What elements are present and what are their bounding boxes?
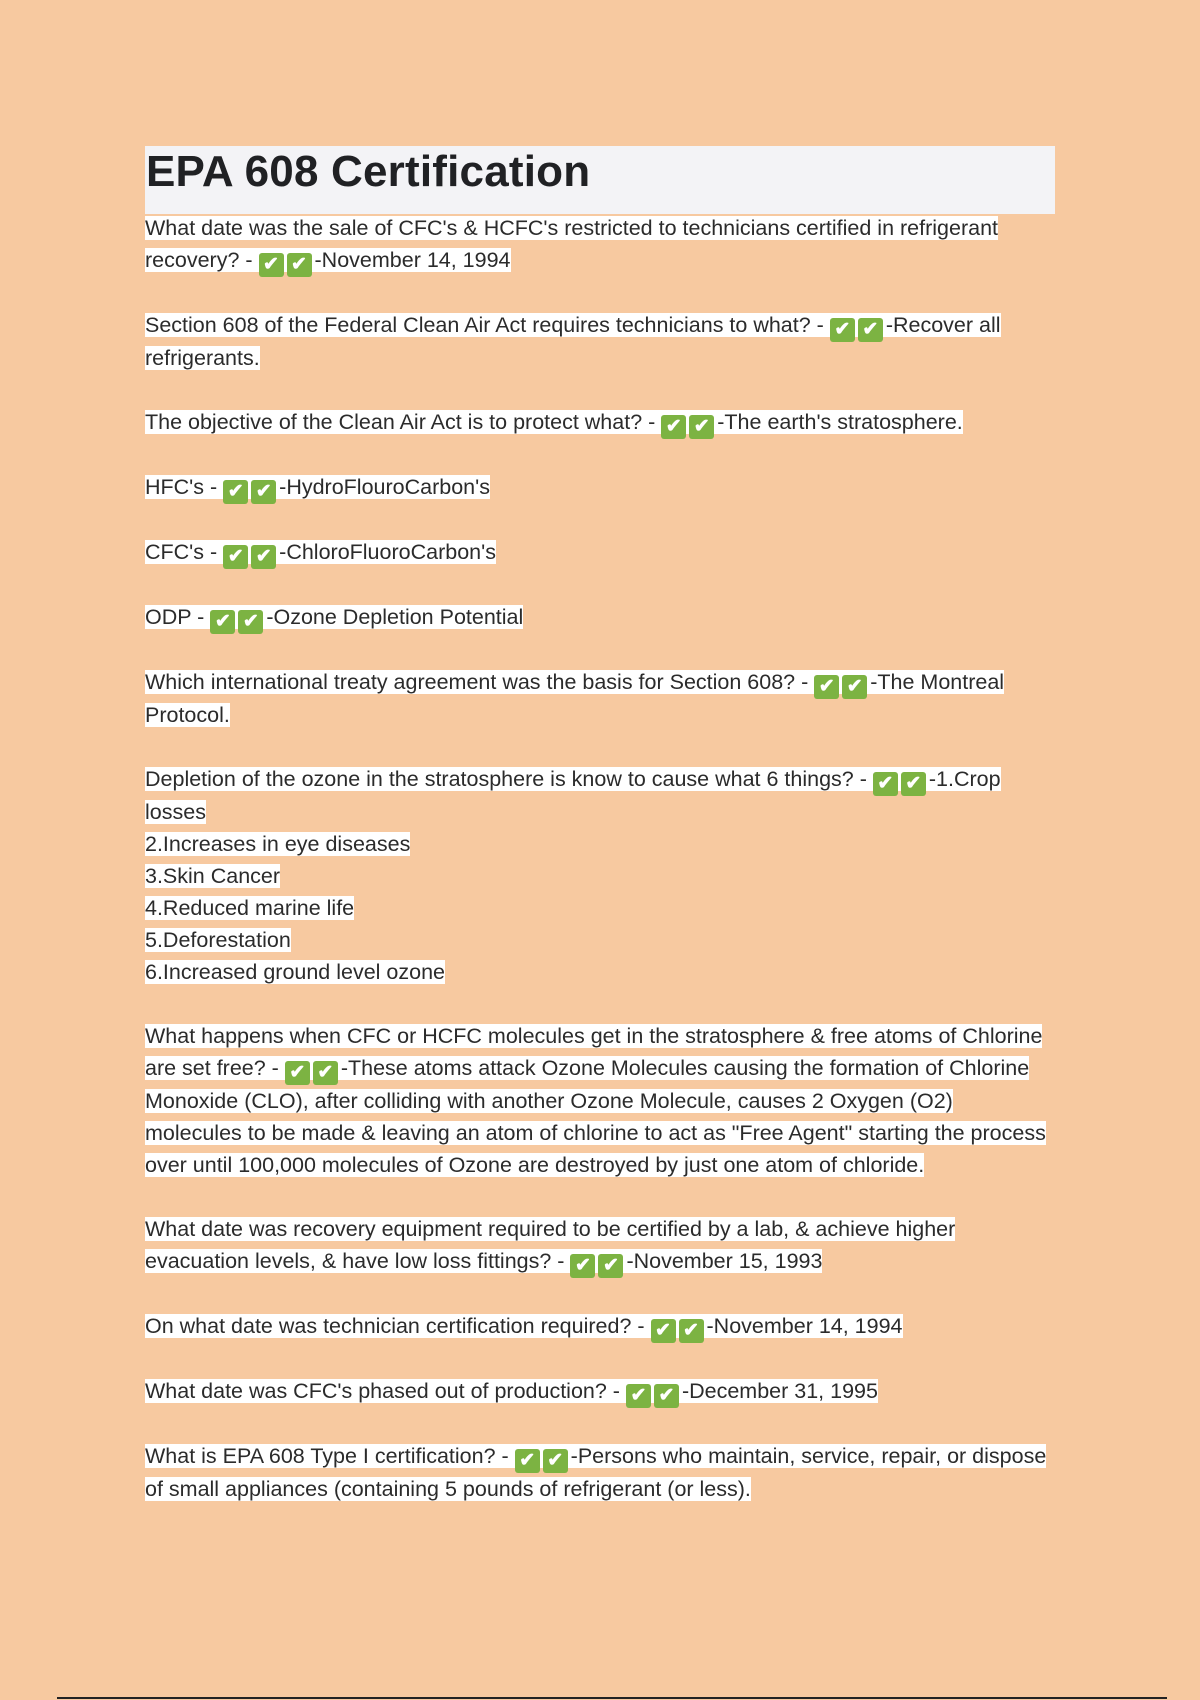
question-text: CFC's - [145,540,224,564]
answer-text: -Recover all refrigerants. [145,313,1001,370]
answer-text: -The earth's stratosphere. [717,410,963,434]
check-icon: ✔ [223,545,248,569]
question-text: Which international treaty agreement was the basis for Section 608? - [145,670,815,694]
check-icon: ✔ [598,1254,623,1278]
answer-text: -Persons who maintain, service, repair, or dispose of small appliances (containing 5 pounds of refrigerant (or less). [145,1444,1047,1501]
qa-item [145,309,1055,374]
answer-text: -These atoms attack Ozone Molecules causing the formation of Chlorine Monoxide (CLO), after colliding with another Ozone Molecule, causes 2 Oxygen (O2) molecules to be made & leaving an atom of chlorine to act as "Free Agent" starting the process over until 100,000 molecules of Ozone are destroyed by just one atom of chloride. [145,1056,1046,1177]
question-text: What happens when CFC or HCFC molecules get in the stratosphere & free atoms of Chlorine are set free? - [145,1024,1043,1080]
check-icon: ✔ [689,415,714,439]
check-icon: ✔ [830,318,855,342]
check-icon: ✔ [259,253,284,277]
check-icon: ✔ [873,772,898,796]
check-icon: ✔ [287,253,312,277]
check-icon: ✔ [210,610,235,634]
check-icon: ✔ [901,772,926,796]
qa-list [145,212,1055,1537]
list-item: 4.Reduced marine life [145,896,355,920]
qa-item [145,1213,1055,1278]
check-icon: ✔ [679,1319,704,1343]
qa-item [145,536,1055,569]
qa-item [145,763,1055,988]
check-icon: ✔ [313,1061,338,1085]
qa-item [145,471,1055,504]
page-bottom-rule [57,1697,1167,1699]
check-icon: ✔ [238,610,263,634]
page-title: EPA 608 Certification [146,147,591,196]
check-icon: ✔ [842,675,867,699]
check-icon: ✔ [626,1384,651,1408]
question-text: The objective of the Clean Air Act is to protect what? - [145,410,662,434]
question-text: What date was recovery equipment required to be certified by a lab, & achieve higher evacuation levels, & have low loss fittings? - [145,1217,956,1273]
list-item: 2.Increases in eye diseases [145,832,411,856]
qa-item [145,1375,1055,1408]
answer-text: -Ozone Depletion Potential [266,605,524,629]
answer-text: -1.Crop losses [145,767,1001,824]
answer-text: -The Montreal Protocol. [145,670,1005,727]
qa-item [145,1440,1055,1505]
check-icon: ✔ [651,1319,676,1343]
check-icon: ✔ [858,318,883,342]
qa-item [145,666,1055,731]
check-icon: ✔ [251,545,276,569]
question-text: Depletion of the ozone in the stratosphere is know to cause what 6 things? - [145,767,873,791]
list-item: 6.Increased ground level ozone [145,960,446,984]
answer-text: -November 14, 1994 [314,248,511,272]
list-item: 3.Skin Cancer [145,864,281,888]
answer-text: -ChloroFluoroCarbon's [279,540,496,564]
check-icon: ✔ [543,1449,568,1473]
question-text: What date was the sale of CFC's & HCFC's restricted to technicians certified in refrigerant recovery? - [145,216,999,272]
answer-text: -November 15, 1993 [626,1249,823,1273]
qa-item [145,406,1055,439]
qa-item [145,1020,1055,1181]
question-text: On what date was technician certification required? - [145,1314,651,1338]
check-icon: ✔ [654,1384,679,1408]
list-item: 5.Deforestation [145,928,291,952]
check-icon: ✔ [570,1254,595,1278]
check-icon: ✔ [814,675,839,699]
check-icon: ✔ [661,415,686,439]
question-text: What date was CFC's phased out of production? - [145,1379,626,1403]
question-text: HFC's - [145,475,224,499]
question-text: What is EPA 608 Type I certification? - [145,1444,515,1468]
check-icon: ✔ [251,480,276,504]
question-text: Section 608 of the Federal Clean Air Act requires technicians to what? - [145,313,830,337]
check-icon: ✔ [223,480,248,504]
answer-text: -December 31, 1995 [681,1379,878,1403]
qa-item [145,212,1055,277]
answer-text: -November 14, 1994 [706,1314,903,1338]
check-icon: ✔ [515,1449,540,1473]
answer-text: -HydroFlouroCarbon's [279,475,490,499]
qa-item [145,1310,1055,1343]
qa-item [145,601,1055,634]
check-icon: ✔ [285,1061,310,1085]
question-text: ODP - [145,605,211,629]
